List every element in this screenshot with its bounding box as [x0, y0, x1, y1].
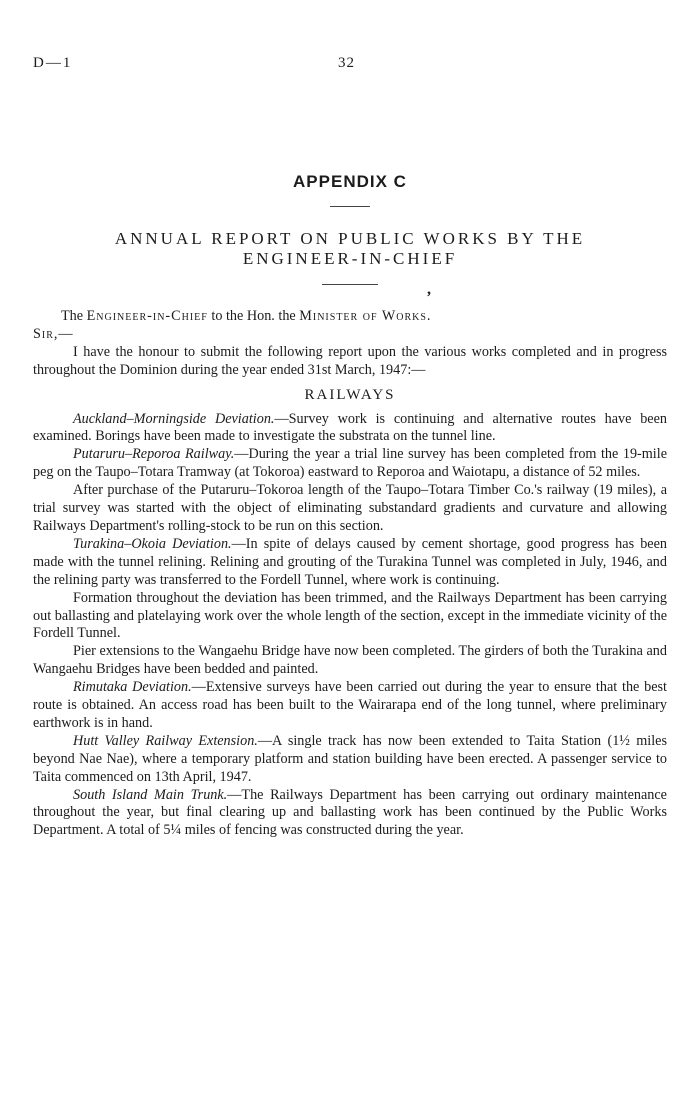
body-paragraph: [33, 411, 667, 447]
body-paragraph: [33, 679, 667, 733]
paragraph-text: After purchase of the Putaruru–Tokoroa length of the Taupo–Totara Timber Co.'s railway (19 miles), a trial survey was started with the object of eliminating substandard gradients and curvature and allowing Railways Department's rolling-stock to be run on this section.: [33, 482, 667, 534]
section-heading: RAILWAYS: [304, 386, 396, 403]
document-reference: D—1: [33, 55, 73, 71]
paragraph-lead: Rimutaka Deviation.: [73, 679, 192, 696]
paragraph-list: [33, 411, 667, 841]
paragraph-text: —A single track has now been extended to Taita Station (1½ miles beyond Nae Nae), where a temporary platform and station building have been erected. A passenger service to Taita commenced on 13th April, 1947.: [33, 732, 667, 785]
address-line: [33, 308, 667, 326]
paragraph-lead: Turakina–Okoia Deviation.: [73, 535, 232, 552]
paragraph-lead: Putaruru–Reporoa Railway.: [73, 446, 235, 463]
heading-rule: [330, 206, 370, 207]
address-from: Engineer-in-Chief: [86, 308, 208, 324]
body-paragraph: [33, 733, 667, 787]
report-title: [0, 229, 700, 269]
report-body: [33, 308, 667, 840]
paragraph-text: —Survey work is continuing and alternative routes have been examined. Borings have been made to investigate the substrata on the tunnel line.: [33, 410, 667, 445]
page-number: 32: [338, 55, 355, 71]
report-title-line-2: ENGINEER-IN-CHIEF: [242, 249, 458, 268]
intro-paragraph: I have the honour to submit the following report upon the various works completed and in progress throughout the Dominion during the year ended 31st March, 1947:—: [33, 343, 667, 378]
title-rule: [322, 284, 378, 285]
paragraph-lead: South Island Main Trunk.: [73, 786, 228, 803]
paragraph-text: Pier extensions to the Wangaehu Bridge have now been completed. The girders of both the Turakina and Wangaehu Bridges have been bedded and painted.: [33, 643, 667, 678]
address-to: Minister of Works: [299, 308, 427, 324]
report-title-line-1: ANNUAL REPORT ON PUBLIC WORKS BY THE: [114, 229, 586, 248]
body-paragraph: [33, 536, 667, 590]
body-paragraph: [33, 446, 667, 482]
appendix-heading: APPENDIX C: [293, 172, 407, 191]
body-paragraph: [33, 643, 667, 679]
body-paragraph: [33, 787, 667, 841]
paragraph-text: Formation throughout the deviation has been trimmed, and the Railways Department has been carrying out ballasting and platelaying work over the whole length of the section, except in the immediate vicinity of the Fordell Tunnel.: [33, 589, 667, 642]
paragraph-text: —During the year a trial line survey has been completed from the 19-mile peg on the Taupo–Totara Tramway (at Tokoroa) eastward to Reporoa and Waiotapu, a distance of 52 miles.: [33, 446, 667, 481]
ornament-mark: ,: [427, 281, 431, 298]
address-pre: The: [61, 308, 87, 324]
address-end: .: [426, 308, 431, 324]
salutation: Sir,—: [33, 325, 74, 342]
paragraph-text: —In spite of delays caused by cement shortage, good progress has been made with the tunnel relining. Relining and grouting of the Turakina Tunnel was completed in July, 1946, and the relining party was transferred to the Fordell Tunnel, where work is continuing.: [33, 535, 667, 588]
address-mid: to the Hon. the: [207, 308, 300, 324]
paragraph-lead: Auckland–Morningside Deviation.: [73, 410, 275, 427]
body-paragraph: [33, 482, 667, 536]
body-paragraph: [33, 590, 667, 644]
paragraph-text: —The Railways Department has been carrying out ordinary maintenance throughout the year, but final clearing up and ballasting work has been continued by the Public Works Department. A total of 5¼ miles of fencing was constructed during the year.: [33, 786, 667, 839]
paragraph-text: —Extensive surveys have been carried out during the year to ensure that the best route is obtained. An access road has been built to the Wairarapa end of the long tunnel, where preliminary earthwork is in hand.: [33, 679, 667, 731]
paragraph-lead: Hutt Valley Railway Extension.: [73, 732, 258, 749]
